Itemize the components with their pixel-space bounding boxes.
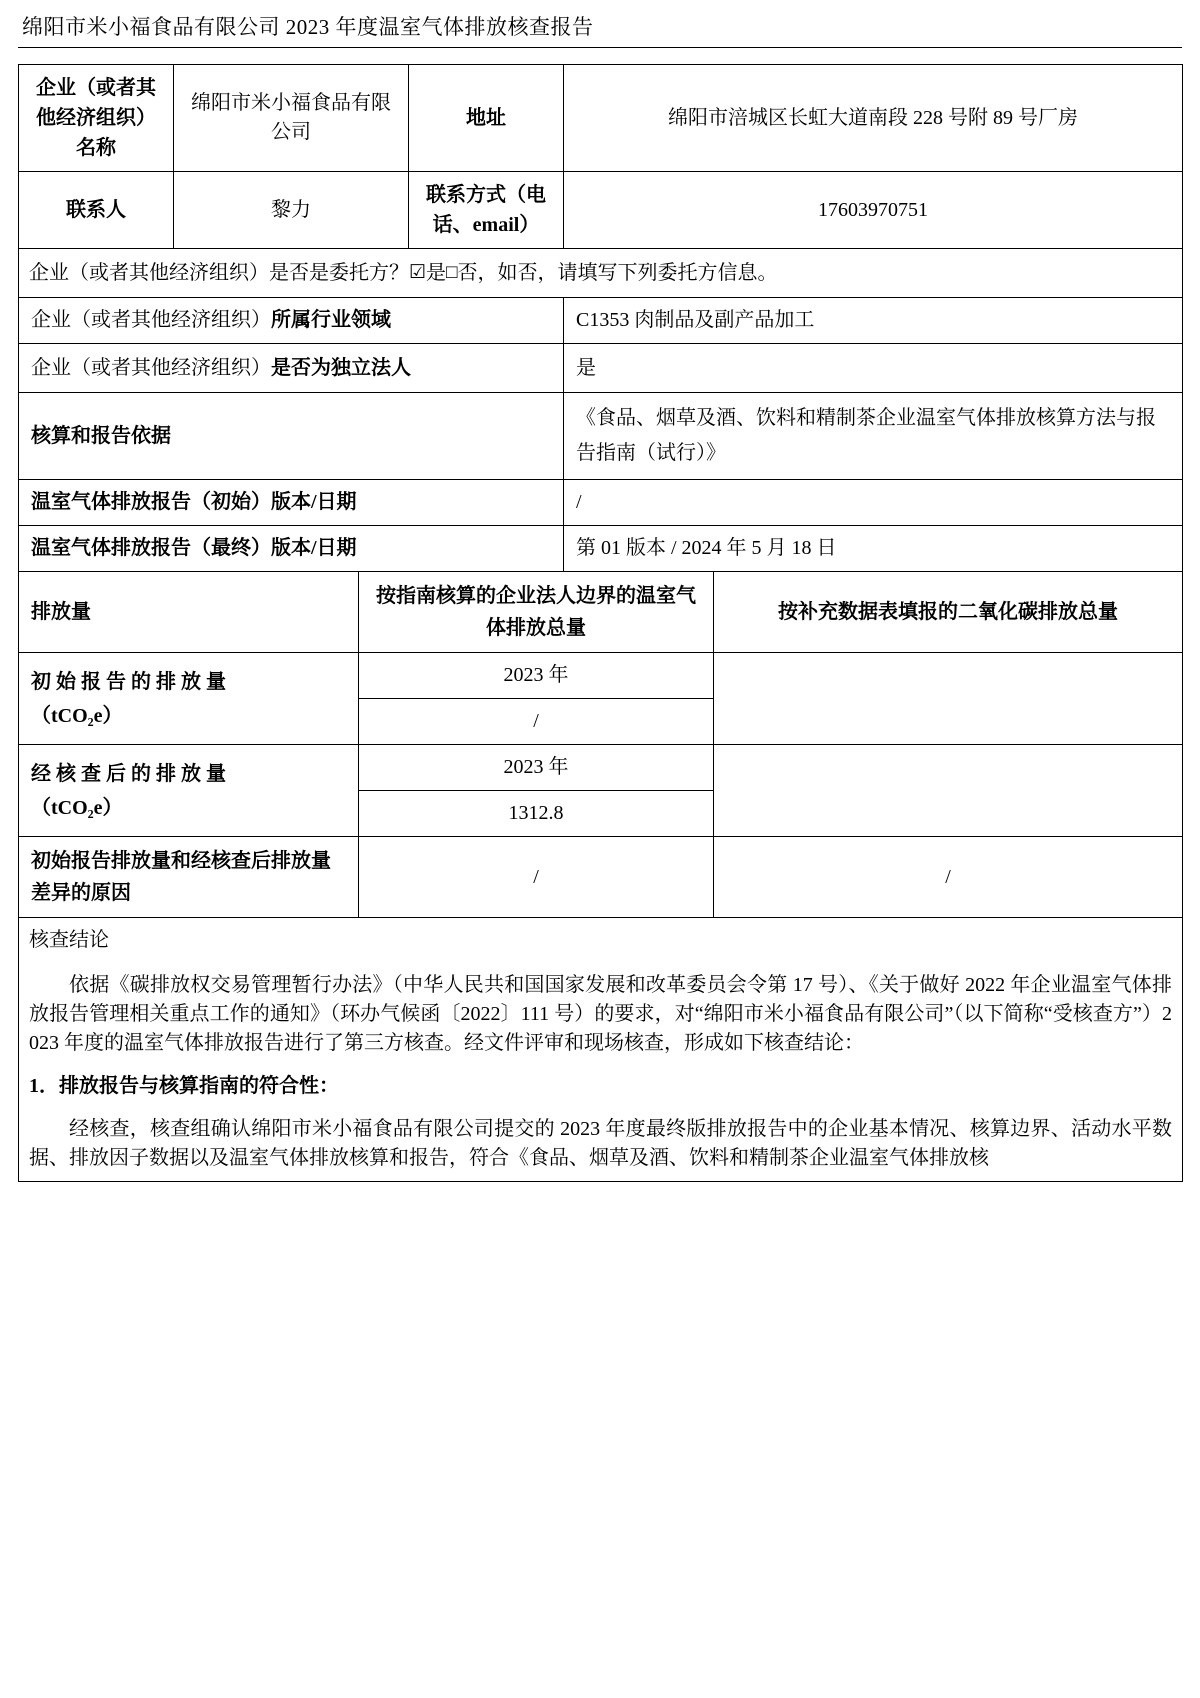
contact-way-label: 联系方式（电话、email）: [409, 172, 564, 249]
legal-person-label-bold: 是否为独立法人: [271, 357, 411, 380]
table-row-initial-emission-year: [19, 653, 1183, 699]
table-row-basis: [19, 393, 1183, 480]
difference-label: 初始报告排放量和经核查后排放量差异的原因: [19, 837, 359, 918]
emission-col1-header: 按指南核算的企业法人边界的温室气体排放总量: [359, 572, 714, 653]
table-row-entrust: [19, 249, 1183, 298]
difference-value-1: /: [359, 837, 714, 918]
table-row-company: [19, 65, 1183, 172]
verified-emission-value-2: [714, 745, 1183, 837]
verified-emission-year: 2023 年: [359, 745, 714, 791]
company-name-label: 企业（或者其他经济组织）名称: [19, 65, 174, 172]
verified-emission-label-line2: （tCO₂e）: [31, 796, 123, 819]
industry-label-plain: 企业（或者其他经济组织）: [31, 309, 271, 332]
report-final-value: 第 01 版本 / 2024 年 5 月 18 日: [564, 526, 1183, 572]
table-row-legal-person: [19, 344, 1183, 393]
address-value: 绵阳市涪城区长虹大道南段 228 号附 89 号厂房: [564, 65, 1183, 172]
table-row-emission-header: [19, 572, 1183, 653]
emission-col2-header: 按补充数据表填报的二氧化碳排放总量: [714, 572, 1183, 653]
contact-value: 黎力: [174, 172, 409, 249]
verified-emission-value: 1312.8: [359, 791, 714, 837]
address-label: 地址: [409, 65, 564, 172]
initial-emission-label-line2: （tCO₂e）: [31, 704, 123, 727]
conclusion-paragraph-1: 依据《碳排放权交易管理暂行办法》（中华人民共和国国家发展和改革委员会令第 17 号）、《关于做好 2022 年企业温室气体排放报告管理相关重点工作的通知》（环办气候函〔2022〕111 号）的要求，对“绵阳市米小福食品有限公司”（以下简称“受核查方”）2023 年度的温室气体排放报告进行了第三方核查。经文件评审和现场核查，形成如下核查结论：: [29, 974, 1172, 1055]
legal-person-label-plain: 企业（或者其他经济组织）: [31, 357, 271, 380]
company-name-value: 绵阳市米小福食品有限公司: [174, 65, 409, 172]
entrust-no-label: 否，如否，请填写下列委托方信息。: [457, 262, 778, 285]
verified-emission-label-line1: 经 核 查 后 的 排 放 量: [31, 762, 226, 785]
entrust-yes-checkbox[interactable]: ☑: [409, 262, 427, 284]
table-row-difference: [19, 837, 1183, 918]
table-row-conclusion-title: [19, 918, 1183, 964]
conclusion-body: [19, 963, 1183, 1182]
legal-person-value: 是: [564, 344, 1183, 393]
contact-label: 联系人: [19, 172, 174, 249]
initial-emission-year: 2023 年: [359, 653, 714, 699]
initial-emission-label-line1: 初 始 报 告 的 排 放 量: [31, 670, 226, 693]
table-row-verified-emission-year: [19, 745, 1183, 791]
table-row-report-initial: [19, 480, 1183, 526]
conclusion-title: 核查结论: [19, 918, 1183, 964]
basis-value: 《食品、烟草及酒、饮料和精制茶企业温室气体排放核算方法与报告指南（试行）》: [564, 393, 1183, 480]
difference-value-2: /: [714, 837, 1183, 918]
table-row-contact: [19, 172, 1183, 249]
basis-label: 核算和报告依据: [19, 393, 564, 480]
verified-emission-label: [19, 745, 359, 837]
report-initial-value: /: [564, 480, 1183, 526]
entrust-yes-label: 是: [426, 262, 447, 285]
entrust-no-checkbox[interactable]: □: [446, 262, 458, 284]
report-initial-label: 温室气体排放报告（初始）版本/日期: [19, 480, 564, 526]
report-final-label: 温室气体排放报告（最终）版本/日期: [19, 526, 564, 572]
contact-way-value: 17603970751: [564, 172, 1183, 249]
conclusion-subheading-1: 1．排放报告与核算指南的符合性：: [29, 1075, 339, 1098]
table-row-industry: [19, 298, 1183, 344]
industry-label: [19, 298, 564, 344]
legal-person-label: [19, 344, 564, 393]
entrust-question: [19, 249, 1183, 298]
initial-emission-value: /: [359, 699, 714, 745]
industry-label-bold: 所属行业领域: [271, 309, 391, 332]
initial-emission-label: [19, 653, 359, 745]
running-header: 绵阳市米小福食品有限公司 2023 年度温室气体排放核查报告: [22, 15, 594, 39]
industry-value: C1353 肉制品及副产品加工: [564, 298, 1183, 344]
header-divider: [18, 47, 1182, 48]
initial-emission-value-2: [714, 653, 1183, 745]
emission-label: 排放量: [19, 572, 359, 653]
verification-report-table: [18, 64, 1183, 1182]
table-row-report-final: [19, 526, 1183, 572]
entrust-question-text: 企业（或者其他经济组织）是否是委托方？: [29, 262, 409, 285]
table-row-conclusion-body: [19, 963, 1183, 1182]
conclusion-paragraph-2: 经核查，核查组确认绵阳市米小福食品有限公司提交的 2023 年度最终版排放报告中的企业基本情况、核算边界、活动水平数据、排放因子数据以及温室气体排放核算和报告，符合《食品、烟草及酒、饮料和精制茶企业温室气体排放核: [29, 1118, 1172, 1170]
